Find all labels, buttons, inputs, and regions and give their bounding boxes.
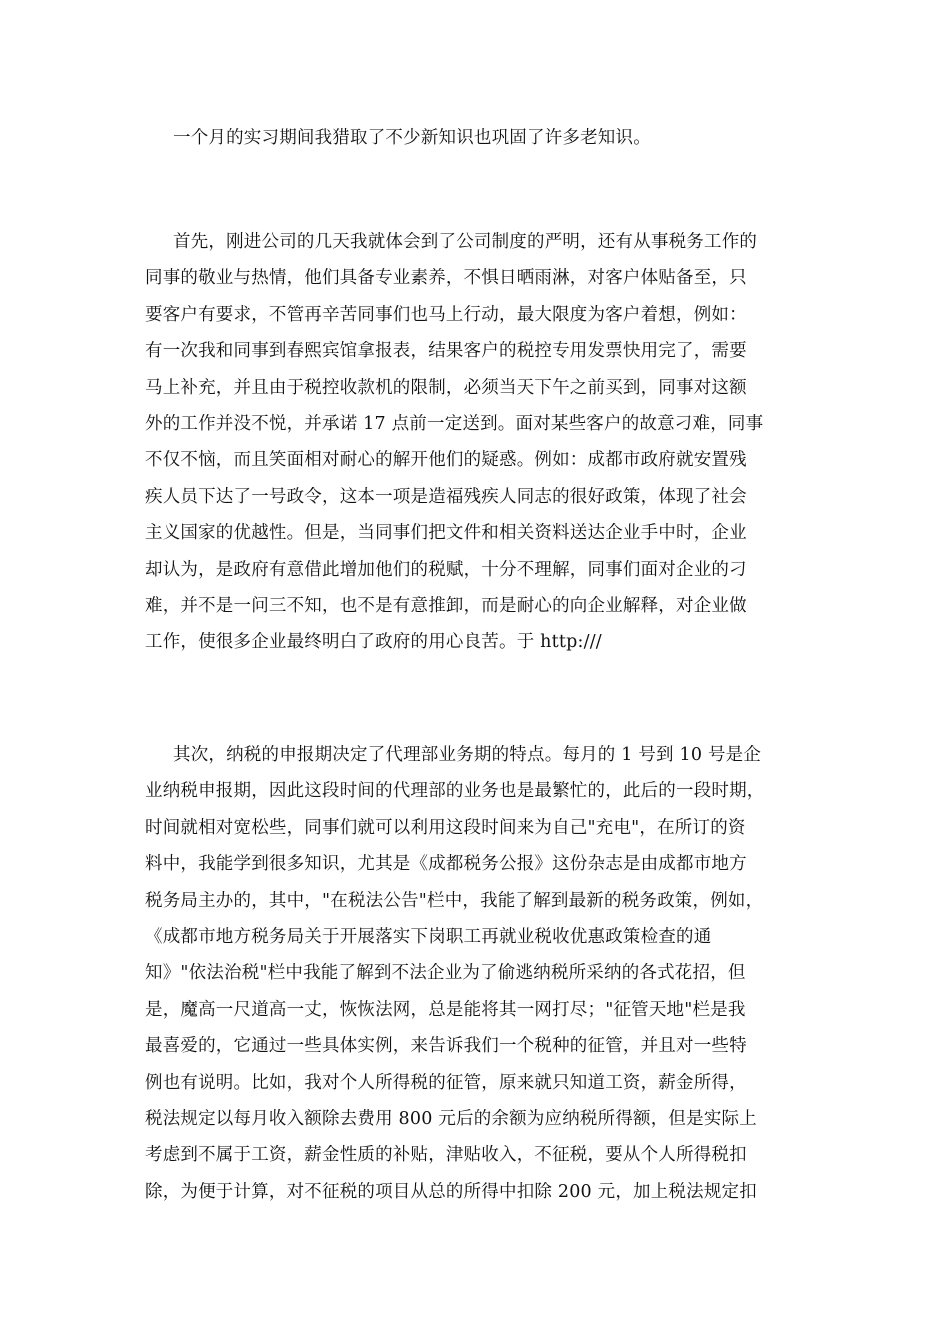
paragraph-line: 最喜爱的，它通过一些具体实例，来告诉我们一个税种的征管，并且对一些特 xyxy=(145,1036,747,1057)
paragraph-line: 知》"依法治税"栏中我能了解到不法企业为了偷逃纳税所采纳的各式花招，但 xyxy=(145,963,746,984)
paragraph-2 xyxy=(145,224,815,661)
paragraph-line: 《成都市地方税务局关于开展落实下岗职工再就业税收优惠政策检查的通 xyxy=(145,926,712,947)
paragraph-line: 不仅不恼，而且笑面相对耐心的解开他们的疑惑。例如：成都市政府就安置残 xyxy=(145,450,747,471)
paragraph-line: 外的工作并没不悦，并承诺 17 点前一定送到。面对某些客户的故意刁难，同事 xyxy=(145,413,764,434)
paragraph-line: 一个月的实习期间我猎取了不少新知识也巩固了许多老知识。 xyxy=(173,128,651,148)
paragraph-line: 要客户有要求，不管再辛苦同事们也马上行动，最大限度为客户着想，例如： xyxy=(145,304,747,325)
paragraph-line: 除，为便于计算，对不征税的项目从总的所得中扣除 200 元，加上税法规定扣 xyxy=(145,1181,757,1202)
paragraph-line: 业纳税申报期，因此这段时间的代理部的业务也是最繁忙的，此后的一段时期， xyxy=(145,781,765,802)
paragraph-3 xyxy=(145,737,815,1210)
paragraph-line: 同事的敬业与热情，他们具备专业素养，不惧日晒雨淋，对客户体贴备至，只 xyxy=(145,268,747,289)
paragraph-line: 是，魔高一尺道高一丈，恢恢法网，总是能将其一网打尽；"征管天地"栏是我 xyxy=(145,999,746,1020)
paragraph-line: 主义国家的优越性。但是，当同事们把文件和相关资料送达企业手中时，企业 xyxy=(145,523,747,544)
paragraph-line: 时间就相对宽松些，同事们就可以利用这段时间来为自己"充电"，在所订的资 xyxy=(145,817,746,838)
paragraph-line: 首先，刚进公司的几天我就体会到了公司制度的严明，还有从事税务工作的 xyxy=(173,232,758,252)
paragraph-line: 例也有说明。比如，我对个人所得税的征管，原来就只知道工资，薪金所得， xyxy=(145,1072,747,1093)
paragraph-line: 税法规定以每月收入额除去费用 800 元后的余额为应纳税所得额，但是实际上 xyxy=(145,1108,757,1129)
paragraph-1 xyxy=(145,120,815,156)
paragraph-line: 疾人员下达了一号政令，这本一项是造福残疾人同志的很好政策，体现了社会 xyxy=(145,486,747,507)
paragraph-line: 却认为，是政府有意借此增加他们的税赋，十分不理解，同事们面对企业的刁 xyxy=(145,559,747,580)
paragraph-line: 料中，我能学到很多知识，尤其是《成都税务公报》这份杂志是由成都市地方 xyxy=(145,854,747,875)
paragraph-line: 工作，使很多企业最终明白了政府的用心良苦。于 http:/// xyxy=(145,632,602,653)
paragraph-line: 考虑到不属于工资，薪金性质的补贴，津贴收入，不征税，要从个人所得税扣 xyxy=(145,1145,747,1166)
paragraph-line: 有一次我和同事到春熙宾馆拿报表，结果客户的税控专用发票快用完了，需要 xyxy=(145,341,747,362)
paragraph-line: 其次，纳税的申报期决定了代理部业务期的特点。每月的 1 号到 10 号是企 xyxy=(173,745,762,765)
paragraph-line: 马上补充，并且由于税控收款机的限制，必须当天下午之前买到，同事对这额 xyxy=(145,377,747,398)
paragraph-line: 难，并不是一问三不知，也不是有意推卸，而是耐心的向企业解释，对企业做 xyxy=(145,595,747,616)
paragraph-line: 税务局主办的，其中，"在税法公告"栏中，我能了解到最新的税务政策，例如， xyxy=(145,890,764,911)
